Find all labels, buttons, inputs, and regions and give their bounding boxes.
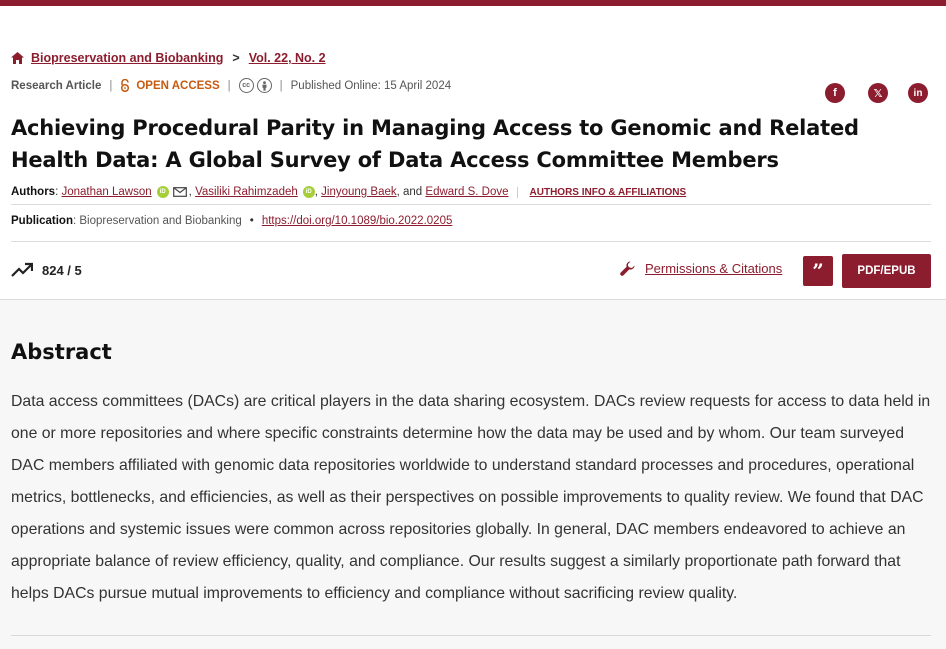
authors-affiliations-link[interactable]: AUTHORS INFO & AFFILIATIONS bbox=[517, 187, 687, 198]
attribution-icon bbox=[257, 78, 272, 93]
divider bbox=[11, 204, 931, 205]
wrench-icon bbox=[620, 261, 635, 276]
trending-up-icon bbox=[11, 262, 33, 278]
license-icons[interactable] bbox=[239, 78, 272, 93]
cc-icon: cc bbox=[239, 78, 254, 93]
breadcrumb-issue-link[interactable]: Vol. 22, No. 2 bbox=[248, 51, 326, 65]
metrics-value: 824 / 5 bbox=[42, 262, 82, 278]
home-icon[interactable] bbox=[11, 52, 24, 64]
linkedin-icon[interactable]: in bbox=[908, 83, 928, 103]
doi-link[interactable]: https://doi.org/10.1089/bio.2022.0205 bbox=[261, 215, 453, 227]
abstract-text: Data access committees (DACs) are critical players in the data sharing ecosystem. DACs review requests for access to data held in one or more repositories and where specific constraints determine how the data may be used and by whom. Our team surveyed DAC members affiliated with genomic data repositories worldwide to understand standard processes and procedures, operational metrics, bottlenecks, and efficiencies, as well as their perspectives on possible improvements to quality review. We found that DAC operations and systemic issues were common across repositories globally. In general, DAC members endeavored to achieve an appropriate balance of review efficiency, quality, and compliance. Our results suggest a similarly proportionate path forward that helps DACs pursue mutual improvements to efficiency and compliance without sacrificing review quality. bbox=[11, 393, 931, 602]
divider bbox=[11, 241, 931, 242]
orcid-icon[interactable]: iD bbox=[303, 186, 315, 198]
author-link[interactable]: Jinyoung Baek bbox=[321, 186, 397, 198]
article-actions bbox=[620, 254, 931, 288]
author-link[interactable]: Edward S. Dove bbox=[425, 186, 509, 198]
published-date: Published Online: 15 April 2024 bbox=[290, 79, 452, 92]
pdf-epub-button[interactable]: PDF/EPUB bbox=[842, 254, 931, 288]
article-header bbox=[0, 6, 946, 300]
open-access-badge bbox=[120, 79, 219, 92]
orcid-icon[interactable]: iD bbox=[157, 186, 169, 198]
cite-button[interactable]: ” bbox=[803, 256, 833, 286]
article-metrics[interactable] bbox=[11, 262, 82, 278]
breadcrumb-journal-link[interactable]: Biopreservation and Biobanking bbox=[31, 51, 224, 65]
open-lock-icon bbox=[120, 79, 130, 92]
publication-label: Publication bbox=[11, 215, 73, 227]
authors-line: Authors : Jonathan Lawson iD , Vasiliki Rahimzadeh iD , Jinyoung Baek , and Edward S. Dove AUTHORS INFO & AFFILIATIONS bbox=[11, 186, 687, 198]
article-title: Achieving Procedural Parity in Managing Access to Genomic and Related Health Data: A Global Survey of Data Access Committee Members bbox=[11, 116, 859, 172]
divider bbox=[11, 635, 931, 636]
abstract-heading: Abstract bbox=[11, 340, 112, 364]
breadcrumb bbox=[11, 51, 326, 65]
author-link[interactable]: Jonathan Lawson bbox=[61, 186, 152, 198]
breadcrumb-separator: > bbox=[232, 51, 240, 65]
publication-line: Publication : Biopreservation and Biobanking • https://doi.org/10.1089/bio.2022.0205 bbox=[11, 215, 453, 227]
permissions-citations-link[interactable] bbox=[620, 261, 782, 276]
abstract-section bbox=[0, 300, 946, 649]
article-meta: Research Article | OPEN ACCESS | cc | Published Online: 15 April 2024 bbox=[11, 79, 452, 92]
open-access-label: OPEN ACCESS bbox=[136, 79, 220, 92]
author-link[interactable]: Vasiliki Rahimzadeh bbox=[195, 186, 298, 198]
publication-journal: Biopreservation and Biobanking bbox=[79, 215, 242, 227]
article-type: Research Article bbox=[11, 79, 102, 92]
authors-label: Authors bbox=[11, 186, 56, 198]
x-icon[interactable]: 𝕏 bbox=[868, 83, 888, 103]
facebook-icon[interactable]: f bbox=[825, 83, 845, 103]
permissions-label: Permissions & Citations bbox=[645, 261, 783, 276]
mail-icon[interactable] bbox=[173, 187, 187, 197]
